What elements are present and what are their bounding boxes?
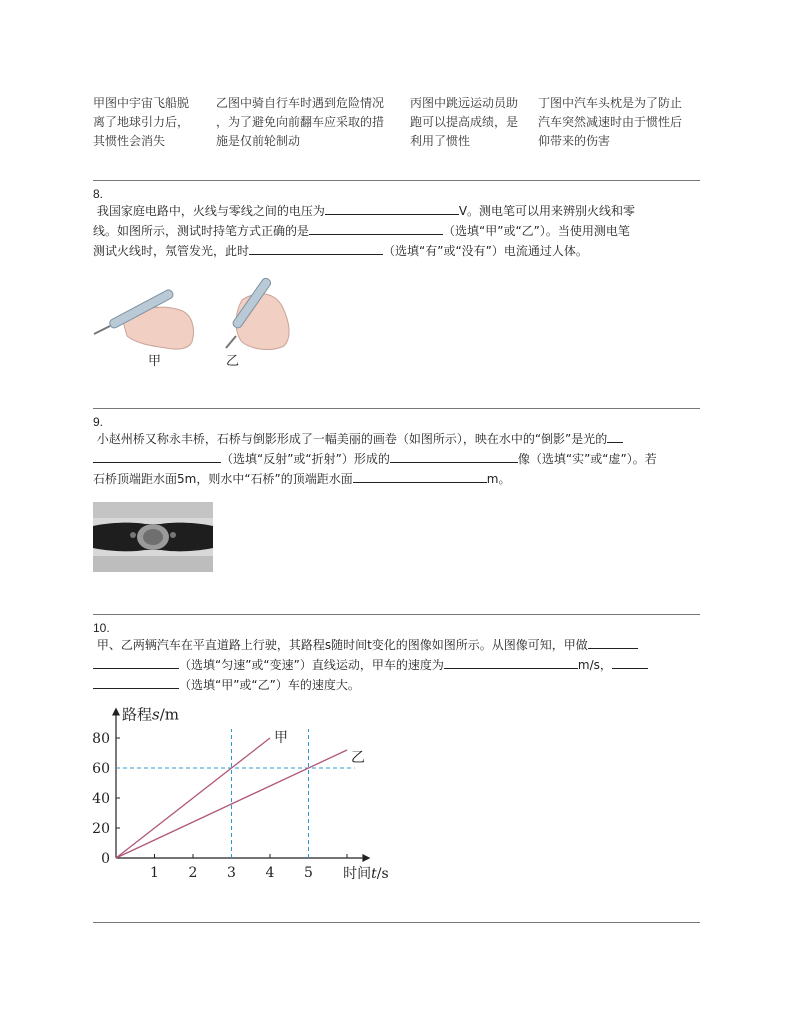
q10-blank-speed[interactable] [444, 656, 578, 669]
q10-blank-c-tail[interactable] [612, 656, 648, 669]
x-tick-label: 1 [150, 865, 159, 881]
q9-t3: 像（选填“实”或“虚”）。若 [517, 452, 657, 466]
q7-option-b [216, 94, 406, 151]
test-pen-figure [92, 270, 312, 375]
bridge-photo [93, 502, 213, 572]
q9-blank-image-type[interactable] [390, 450, 518, 463]
q9-line3 [93, 469, 705, 489]
q9-blank-reflection[interactable] [93, 450, 221, 463]
divider-2 [93, 408, 700, 409]
q10-t3: m/s， [577, 658, 612, 672]
q10-blank-a-tail[interactable] [588, 636, 638, 649]
series-label-jia: 甲 [274, 730, 288, 746]
y-tick-label: 60 [92, 761, 110, 777]
q7-d-line2: 汽车突然减速时由于惯性后 [538, 115, 683, 129]
q7-c-line2: 跑可以提高成绩，是 [410, 115, 519, 129]
q8-line3 [93, 241, 705, 261]
q10-line1 [93, 635, 705, 655]
q8-t4: （选填“甲”或“乙”）。当使用测电笔 [443, 224, 630, 238]
series-line-jia [116, 738, 270, 858]
q8-t6: （选填“有”或“没有”）电流通过人体。 [383, 244, 588, 258]
y-tick-label: 80 [92, 731, 110, 747]
x-tick-label: 3 [227, 865, 236, 881]
x-axis-label: 时间t/s [343, 866, 389, 882]
q9-t2: （选填“反射”或“折射”）形成的 [221, 452, 390, 466]
q8-t5: 测试火线时，氖管发光，此时 [93, 244, 250, 258]
q10-number: 10. [93, 621, 110, 635]
s-t-chart [80, 700, 410, 900]
q7-d-line1: 丁图中汽车头枕是为了防止 [538, 96, 683, 110]
q8-line2 [93, 221, 705, 241]
q9-blank-a-tail[interactable] [607, 430, 623, 443]
q10-line2 [93, 655, 705, 675]
q9-text [93, 429, 705, 489]
q8-line1 [93, 201, 705, 221]
q8-blank-grip[interactable] [309, 222, 443, 235]
x-tick-label: 5 [304, 865, 313, 881]
q7-d-line3: 仰带来的伤害 [538, 134, 611, 148]
q7-c-line3: 利用了惯性 [410, 134, 471, 148]
divider-4 [93, 922, 700, 923]
label-yi: 乙 [226, 354, 240, 369]
q7-b-line1: 乙图中骑自行车时遇到危险情况 [216, 96, 385, 110]
q7-option-d [538, 94, 708, 151]
q9-t4: 石桥顶端距水面5m，则水中“石桥”的顶端距水面 [93, 472, 353, 486]
q8-blank-voltage[interactable] [325, 202, 459, 215]
origin-label: 0 [101, 851, 110, 867]
q8-t2: V。测电笔可以用来辨别火线和零 [458, 204, 636, 218]
y-axis-arrow [112, 708, 120, 716]
q9-t5: m。 [486, 472, 511, 486]
q8-number: 8. [93, 187, 104, 201]
q9-t1: 小赵州桥又称永丰桥，石桥与倒影形成了一幅美丽的画卷（如图所示），映在水中的“倒影”是光的 [96, 432, 608, 446]
q10-t1: 甲、乙两辆汽车在平直道路上行驶，其路程s随时间t变化的图像如图所示。从图像可知，甲做 [96, 638, 588, 652]
q7-c-line1: 丙图中跳远运动员助 [410, 96, 519, 110]
q7-b-line2: ，为了避免向前翻车应采取的措 [216, 115, 385, 129]
series-label-yi: 乙 [351, 750, 365, 766]
q10-blank-faster[interactable] [93, 676, 179, 689]
q10-blank-motion[interactable] [93, 656, 179, 669]
label-jia: 甲 [148, 354, 162, 369]
q7-option-a [93, 94, 213, 151]
q9-line1 [93, 429, 705, 449]
x-axis-arrow [362, 854, 370, 862]
divider-1 [93, 180, 700, 181]
q10-t4: （选填“甲”或“乙”）车的速度大。 [179, 678, 360, 692]
x-tick-label: 4 [265, 865, 275, 881]
q8-blank-current[interactable] [249, 242, 383, 255]
hand-b-illustration [226, 277, 289, 350]
q7-a-line1: 甲图中宇宙飞船脱 [93, 96, 190, 110]
y-tick-label: 40 [92, 791, 110, 807]
q9-line2 [93, 449, 705, 469]
q9-blank-distance[interactable] [353, 470, 487, 483]
q10-t2: （选填“匀速”或“变速”）直线运动，甲车的速度为 [179, 658, 444, 672]
q8-text [93, 201, 705, 261]
hand-a-illustration [94, 289, 194, 350]
q7-a-line2: 离了地球引力后， [93, 115, 190, 129]
q7-b-line3: 施是仅前轮制动 [216, 134, 301, 148]
y-tick-label: 20 [92, 821, 110, 837]
q8-t3: 线。如图所示，测试时持笔方式正确的是 [93, 224, 310, 238]
x-tick-label: 2 [188, 865, 198, 881]
q10-line3 [93, 675, 705, 695]
q9-number: 9. [93, 415, 104, 429]
divider-3 [93, 614, 700, 615]
y-axis-label: 路程s/m [122, 705, 179, 724]
q8-t1: 我国家庭电路中，火线与零线之间的电压为 [96, 204, 325, 218]
q10-text [93, 635, 705, 695]
q7-option-c [410, 94, 538, 151]
q7-a-line3: 其惯性会消失 [93, 134, 166, 148]
